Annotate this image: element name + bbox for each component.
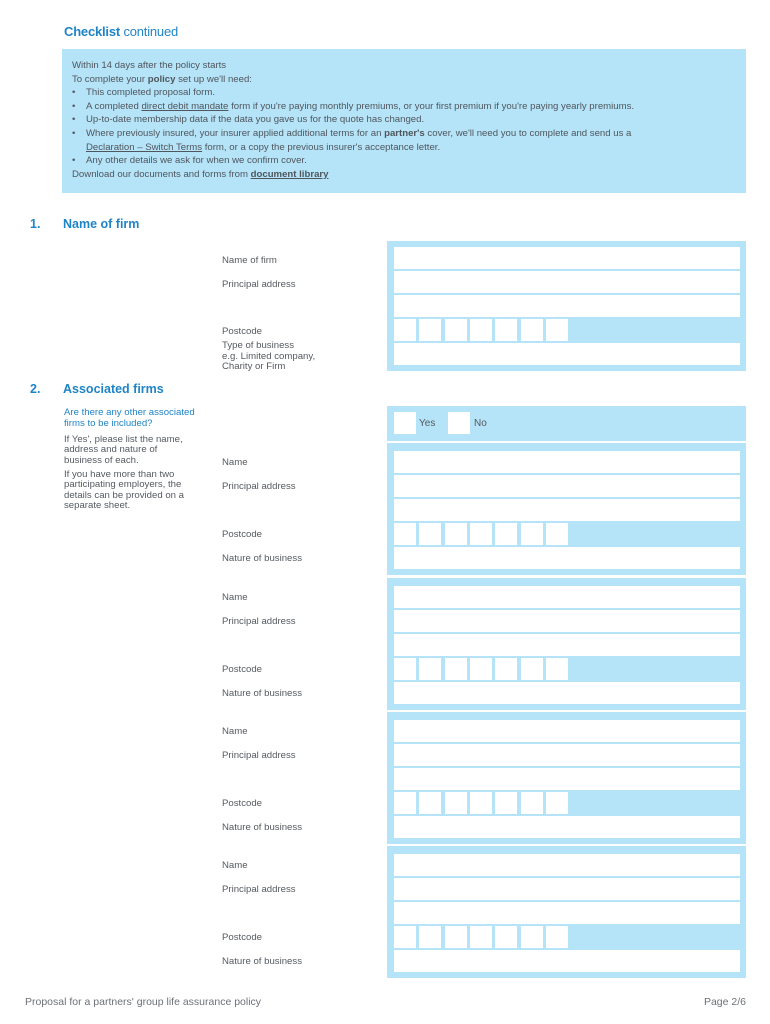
- checklist-item: • This completed proposal form.: [72, 86, 736, 100]
- postcode-box[interactable]: [445, 319, 467, 341]
- type-of-business-label: Type of business e.g. Limited company, Charity or Firm: [222, 340, 316, 372]
- postcode-box[interactable]: [546, 792, 568, 814]
- associated-firm-2-address-field-1[interactable]: [394, 610, 740, 632]
- checklist-list: [72, 86, 736, 168]
- section-2-title: Associated firms: [63, 382, 164, 396]
- associated-firm-1-name-field[interactable]: [394, 451, 740, 473]
- postcode-box[interactable]: [521, 319, 543, 341]
- postcode-box[interactable]: [394, 658, 416, 680]
- associated-firm-4-address-label: Principal address: [222, 884, 296, 895]
- associated-firm-3-address-field-2[interactable]: [394, 768, 740, 790]
- associated-firms-question: Are there any other associated firms to be included?: [64, 407, 195, 429]
- postcode-box[interactable]: [495, 319, 517, 341]
- postcode-box[interactable]: [470, 792, 492, 814]
- associated-firm-1-business-label: Nature of business: [222, 553, 302, 564]
- checklist-item: • Any other details we ask for when we confirm cover.: [72, 154, 736, 168]
- postcode-box[interactable]: [521, 523, 543, 545]
- checklist-item: • Up-to-date membership data if the data you gave us for the quote has changed.: [72, 113, 736, 127]
- principal-address-field-2[interactable]: [394, 295, 740, 317]
- associated-firm-2-name-label: Name: [222, 592, 248, 603]
- direct-debit-link[interactable]: direct debit mandate: [141, 100, 229, 112]
- associated-firm-3-address-label: Principal address: [222, 750, 296, 761]
- associated-firm-3-business-label: Nature of business: [222, 822, 302, 833]
- associated-firm-3-name-label: Name: [222, 726, 248, 737]
- associated-firm-1-address-field-1[interactable]: [394, 475, 740, 497]
- associated-firm-1-postcode-label: Postcode: [222, 529, 263, 540]
- postcode-box[interactable]: [470, 319, 492, 341]
- associated-firms-note: If Yes', please list the name, address and nature of business of each.: [64, 434, 183, 466]
- associated-firm-1-address-field-2[interactable]: [394, 499, 740, 521]
- postcode-box[interactable]: [495, 792, 517, 814]
- associated-firm-2-name-field[interactable]: [394, 586, 740, 608]
- associated-firm-4-postcode-label: Postcode: [222, 932, 263, 943]
- postcode-box[interactable]: [546, 523, 568, 545]
- no-checkbox[interactable]: [448, 412, 470, 434]
- checklist-need: To complete your policy set up we'll need:: [72, 73, 252, 85]
- postcode-box[interactable]: [546, 926, 568, 948]
- associated-firm-2-address-label: Principal address: [222, 616, 296, 627]
- associated-firm-3-business-field[interactable]: [394, 816, 740, 838]
- associated-firm-4-panel: [387, 846, 746, 978]
- yes-checkbox[interactable]: [394, 412, 416, 434]
- yes-label: Yes: [419, 418, 436, 429]
- associated-firm-3-name-field[interactable]: [394, 720, 740, 742]
- more-employers-note: If you have more than two participating employers, the details can be provided on a separate sheet.: [64, 469, 185, 512]
- associated-firm-2-business-label: Nature of business: [222, 688, 302, 699]
- yes-no-panel: [387, 406, 746, 441]
- document-library-link[interactable]: document library: [250, 168, 329, 180]
- associated-firm-3-postcode-label: Postcode: [222, 798, 263, 809]
- firm-name-field[interactable]: [394, 247, 740, 269]
- postcode-box[interactable]: [419, 319, 441, 341]
- no-label: No: [474, 418, 487, 429]
- associated-firm-3-address-field-1[interactable]: [394, 744, 740, 766]
- section-2-number: 2.: [30, 382, 41, 396]
- postcode-box[interactable]: [445, 926, 467, 948]
- associated-firm-2-address-field-2[interactable]: [394, 634, 740, 656]
- associated-firm-2-business-field[interactable]: [394, 682, 740, 704]
- postcode-box[interactable]: [419, 523, 441, 545]
- checklist-item: • Where previously insured, your insurer applied additional terms for an partner's cover, we'll need you to complete and send us a Declaration – Switch Terms form, or a copy the previous insurer's acceptance letter.: [72, 127, 736, 154]
- footer-document-title: Proposal for a partners' group life assurance policy: [25, 996, 262, 1008]
- associated-firm-4-name-label: Name: [222, 860, 248, 871]
- associated-firm-2-panel: [387, 578, 746, 710]
- page-title: Checklist continued: [64, 24, 179, 39]
- firm-name-label: Name of firm: [222, 255, 277, 266]
- footer-page-number: Page 2/6: [703, 996, 746, 1008]
- postcode-box[interactable]: [470, 926, 492, 948]
- associated-firm-1-address-label: Principal address: [222, 481, 296, 492]
- postcode-box[interactable]: [546, 319, 568, 341]
- postcode-box[interactable]: [521, 792, 543, 814]
- section-1-number: 1.: [30, 217, 41, 231]
- type-of-business-field[interactable]: [394, 343, 740, 365]
- firm-details-panel: [387, 241, 746, 371]
- postcode-box[interactable]: [470, 658, 492, 680]
- postcode-box[interactable]: [495, 926, 517, 948]
- associated-firm-4-business-field[interactable]: [394, 950, 740, 972]
- associated-firm-2-postcode-label: Postcode: [222, 664, 263, 675]
- associated-firm-4-address-field-1[interactable]: [394, 878, 740, 900]
- postcode-label: Postcode: [222, 326, 263, 337]
- postcode-box[interactable]: [419, 926, 441, 948]
- associated-firm-1-panel: [387, 443, 746, 575]
- postcode-box[interactable]: [521, 658, 543, 680]
- postcode-box[interactable]: [521, 926, 543, 948]
- associated-firm-1-business-field[interactable]: [394, 547, 740, 569]
- postcode-box[interactable]: [419, 792, 441, 814]
- checklist-panel: [62, 49, 746, 193]
- postcode-box[interactable]: [445, 523, 467, 545]
- postcode-box[interactable]: [394, 523, 416, 545]
- postcode-box[interactable]: [394, 319, 416, 341]
- associated-firm-4-name-field[interactable]: [394, 854, 740, 876]
- postcode-box[interactable]: [394, 926, 416, 948]
- checklist-item: • A completed direct debit mandate form if you're paying monthly premiums, or your first premium if you're paying yearly premiums.: [72, 100, 736, 114]
- postcode-box[interactable]: [394, 792, 416, 814]
- associated-firm-4-business-label: Nature of business: [222, 956, 302, 967]
- switch-terms-link[interactable]: Declaration – Switch Terms: [86, 141, 203, 153]
- principal-address-label: Principal address: [222, 279, 296, 290]
- postcode-box[interactable]: [495, 523, 517, 545]
- postcode-box[interactable]: [419, 658, 441, 680]
- download-line: Download our documents and forms from document library: [72, 168, 329, 180]
- section-1-title: Name of firm: [63, 217, 140, 231]
- associated-firm-4-address-field-2[interactable]: [394, 902, 740, 924]
- postcode-box[interactable]: [546, 658, 568, 680]
- postcode-box[interactable]: [495, 658, 517, 680]
- principal-address-field-1[interactable]: [394, 271, 740, 293]
- associated-firm-1-name-label: Name: [222, 457, 248, 468]
- postcode-box[interactable]: [445, 792, 467, 814]
- postcode-box[interactable]: [445, 658, 467, 680]
- checklist-intro: Within 14 days after the policy starts: [72, 60, 227, 71]
- associated-firm-3-panel: [387, 712, 746, 844]
- postcode-box[interactable]: [470, 523, 492, 545]
